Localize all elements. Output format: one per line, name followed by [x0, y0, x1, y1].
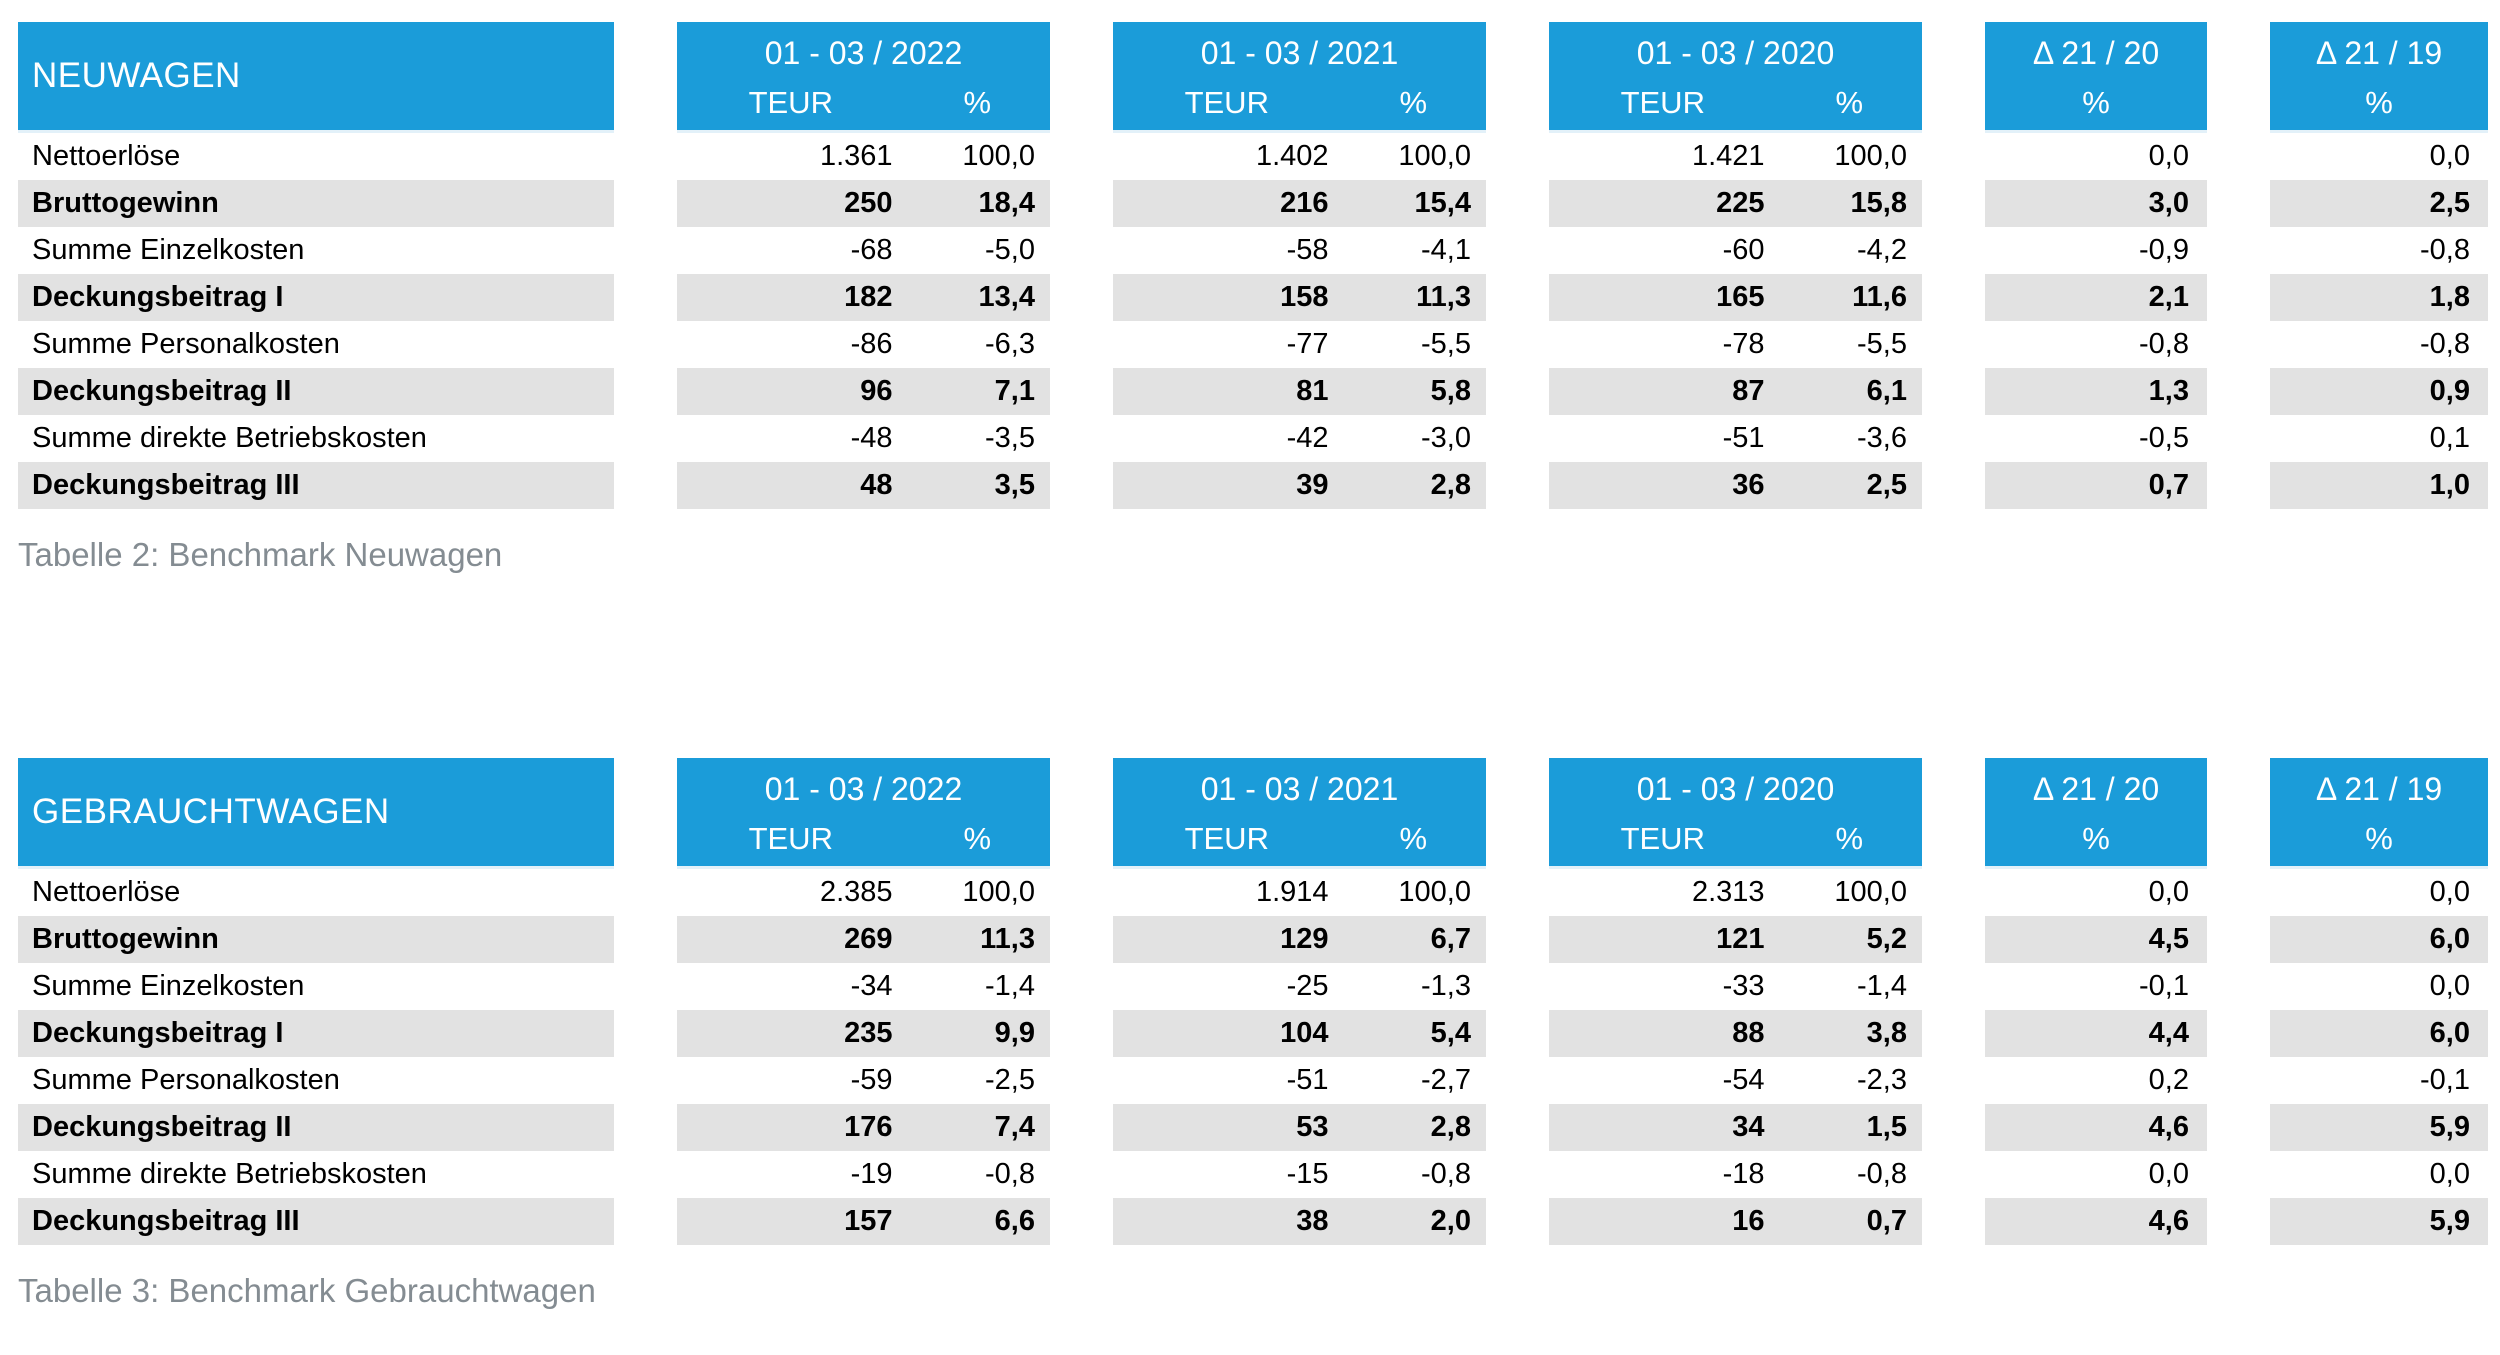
percent-value: 100,0	[962, 876, 1035, 908]
unit-row	[2270, 821, 2488, 857]
table-row	[18, 869, 2500, 916]
delta-value-21-20: -0,1	[2139, 970, 2189, 1002]
row-label: Deckungsbeitrag I	[18, 274, 614, 321]
period-header-2021	[1113, 758, 1486, 869]
value-cell-2022	[677, 274, 1050, 321]
percent-value: 2,5	[1866, 469, 1907, 501]
value-cell-2022	[677, 227, 1050, 274]
value-cell-2020	[1549, 1010, 1922, 1057]
delta-value-21-20: 4,4	[1985, 1010, 2207, 1057]
value-cell-2020	[1549, 1104, 1922, 1151]
period-label: 01 - 03 / 2021	[1200, 35, 1399, 71]
teur-value: -86	[850, 328, 893, 360]
unit-percent-label: %	[2365, 85, 2393, 120]
row-label: Deckungsbeitrag II	[18, 1104, 614, 1151]
period-label: 01 - 03 / 2021	[1200, 771, 1399, 807]
value-cell-2020	[1549, 963, 1922, 1010]
delta-value-21-19: -0,8	[2420, 328, 2470, 360]
delta-value-21-19: 6,0	[2270, 916, 2488, 963]
value-cell-2021	[1113, 916, 1486, 963]
percent-value: 13,4	[978, 281, 1035, 313]
percent-value: -4,1	[1421, 234, 1471, 266]
delta-label: Δ 21 / 19	[2315, 771, 2443, 807]
delta-header-21-19	[2270, 758, 2488, 869]
delta-value-21-19: 0,0	[2429, 140, 2470, 172]
percent-value: 2,8	[1430, 1111, 1471, 1143]
delta-value-21-20: -0,5	[2139, 422, 2189, 454]
percent-value: -2,7	[1421, 1064, 1471, 1096]
table-row	[18, 963, 2500, 1010]
value-cell-2021	[1113, 1198, 1486, 1245]
period-header-2020	[1549, 758, 1922, 869]
value-cell-2022	[677, 963, 1050, 1010]
value-cell-2021	[1113, 963, 1486, 1010]
percent-value: -3,6	[1857, 422, 1907, 454]
row-label: Deckungsbeitrag I	[18, 1010, 614, 1057]
teur-value: -58	[1286, 234, 1329, 266]
period-header-2022	[677, 758, 1050, 869]
delta-value-21-19: 5,9	[2270, 1198, 2488, 1245]
neuwagen-table	[18, 22, 2500, 580]
unit-row	[677, 85, 1050, 121]
value-cell-2022	[677, 133, 1050, 180]
percent-value: -4,2	[1857, 234, 1907, 266]
unit-percent-label: %	[2082, 85, 2110, 120]
value-cell-2020	[1549, 1151, 1922, 1198]
teur-value: 182	[844, 281, 893, 313]
period-label: 01 - 03 / 2022	[764, 35, 963, 71]
percent-value: -1,4	[985, 970, 1035, 1002]
value-cell-2020	[1549, 415, 1922, 462]
teur-value: 48	[860, 469, 893, 501]
period-header-2021	[1113, 22, 1486, 133]
delta-value-21-19: 0,0	[2429, 1158, 2470, 1190]
delta-value-21-19: 0,0	[2429, 876, 2470, 908]
unit-percent-label: %	[963, 85, 992, 120]
row-label: Summe direkte Betriebskosten	[32, 1158, 427, 1190]
value-cell-2021	[1113, 368, 1486, 415]
row-label: Summe Personalkosten	[32, 328, 340, 360]
teur-value: 157	[844, 1205, 893, 1237]
unit-teur-label: TEUR	[1184, 821, 1269, 856]
teur-value: 225	[1716, 187, 1765, 219]
teur-value: 38	[1296, 1205, 1329, 1237]
row-label: Nettoerlöse	[32, 876, 181, 908]
value-cell-2021	[1113, 1057, 1486, 1104]
value-cell-2022	[677, 321, 1050, 368]
delta-value-21-20: 0,0	[2148, 140, 2189, 172]
value-cell-2022	[677, 368, 1050, 415]
table-row	[18, 180, 2500, 227]
teur-value: 121	[1716, 923, 1765, 955]
percent-value: -3,5	[985, 422, 1035, 454]
value-cell-2021	[1113, 1010, 1486, 1057]
delta-value-21-19: 0,9	[2270, 368, 2488, 415]
percent-value: 5,4	[1430, 1017, 1471, 1049]
delta-value-21-19: 0,0	[2429, 970, 2470, 1002]
row-label: Summe Einzelkosten	[32, 970, 305, 1002]
percent-value: -5,0	[985, 234, 1035, 266]
table-row	[18, 1057, 2500, 1104]
value-cell-2022	[677, 462, 1050, 509]
percent-value: -5,5	[1421, 328, 1471, 360]
percent-value: 100,0	[1398, 876, 1471, 908]
value-cell-2022	[677, 916, 1050, 963]
teur-value: 16	[1732, 1205, 1765, 1237]
value-cell-2022	[677, 1010, 1050, 1057]
delta-header-21-20	[1985, 22, 2207, 133]
unit-percent-label: %	[2082, 821, 2110, 856]
teur-value: -19	[850, 1158, 893, 1190]
percent-value: -1,3	[1421, 970, 1471, 1002]
unit-teur-label: TEUR	[748, 821, 833, 856]
unit-row	[677, 821, 1050, 857]
teur-value: -59	[850, 1064, 893, 1096]
delta-value-21-20: 4,5	[1985, 916, 2207, 963]
teur-value: -33	[1722, 970, 1765, 1002]
unit-percent-label: %	[1835, 821, 1864, 856]
teur-value: 39	[1296, 469, 1329, 501]
value-cell-2022	[677, 869, 1050, 916]
teur-value: 1.421	[1691, 140, 1765, 172]
percent-value: 2,0	[1430, 1205, 1471, 1237]
value-cell-2021	[1113, 227, 1486, 274]
delta-value-21-20: 4,6	[1985, 1198, 2207, 1245]
teur-value: -68	[850, 234, 893, 266]
table-row	[18, 462, 2500, 509]
teur-value: 2.385	[819, 876, 893, 908]
value-cell-2020	[1549, 869, 1922, 916]
unit-row	[1113, 85, 1486, 121]
delta-value-21-20: 0,0	[2148, 1158, 2189, 1190]
table-title: GEBRAUCHTWAGEN	[32, 792, 390, 831]
percent-value: 18,4	[978, 187, 1035, 219]
teur-value: -34	[850, 970, 893, 1002]
delta-value-21-20: 1,3	[1985, 368, 2207, 415]
unit-row	[2270, 85, 2488, 121]
teur-value: 1.914	[1255, 876, 1329, 908]
percent-value: -1,4	[1857, 970, 1907, 1002]
value-cell-2020	[1549, 180, 1922, 227]
teur-value: 104	[1280, 1017, 1329, 1049]
teur-value: 216	[1280, 187, 1329, 219]
table-caption: Tabelle 2: Benchmark Neuwagen	[18, 536, 503, 573]
teur-value: 129	[1280, 923, 1329, 955]
table-title-cell	[18, 22, 614, 133]
teur-value: 235	[844, 1017, 893, 1049]
row-label: Nettoerlöse	[32, 140, 181, 172]
value-cell-2021	[1113, 869, 1486, 916]
percent-value: -3,0	[1421, 422, 1471, 454]
teur-value: 53	[1296, 1111, 1329, 1143]
value-cell-2020	[1549, 321, 1922, 368]
value-cell-2020	[1549, 274, 1922, 321]
percent-value: 100,0	[962, 140, 1035, 172]
delta-value-21-19: 5,9	[2270, 1104, 2488, 1151]
percent-value: -0,8	[1857, 1158, 1907, 1190]
teur-value: -18	[1722, 1158, 1765, 1190]
value-cell-2021	[1113, 133, 1486, 180]
table-title: NEUWAGEN	[32, 56, 241, 95]
table-row	[18, 274, 2500, 321]
delta-label: Δ 21 / 19	[2315, 35, 2443, 71]
table-row	[18, 227, 2500, 274]
row-label: Summe Einzelkosten	[32, 234, 305, 266]
unit-percent-label: %	[1399, 821, 1428, 856]
teur-value: 2.313	[1691, 876, 1765, 908]
delta-header-21-20	[1985, 758, 2207, 869]
value-cell-2021	[1113, 180, 1486, 227]
row-label: Summe Personalkosten	[32, 1064, 340, 1096]
table-row	[18, 1198, 2500, 1245]
gebrauchtwagen-table	[18, 758, 2500, 1316]
delta-value-21-20: -0,9	[2139, 234, 2189, 266]
teur-value: 87	[1732, 375, 1765, 407]
teur-value: 96	[860, 375, 893, 407]
unit-percent-label: %	[2365, 821, 2393, 856]
delta-header-21-19	[2270, 22, 2488, 133]
percent-value: -6,3	[985, 328, 1035, 360]
percent-value: 100,0	[1398, 140, 1471, 172]
percent-value: 2,8	[1430, 469, 1471, 501]
value-cell-2022	[677, 415, 1050, 462]
percent-value: 11,3	[980, 923, 1035, 955]
period-label: 01 - 03 / 2020	[1636, 771, 1835, 807]
unit-row	[1549, 821, 1922, 857]
delta-value-21-19: -0,8	[2420, 234, 2470, 266]
value-cell-2020	[1549, 133, 1922, 180]
value-cell-2021	[1113, 462, 1486, 509]
table-row	[18, 1104, 2500, 1151]
teur-value: 158	[1280, 281, 1329, 313]
percent-value: 11,3	[1416, 281, 1471, 313]
table-row	[18, 1151, 2500, 1198]
teur-value: 1.361	[819, 140, 893, 172]
teur-value: 165	[1716, 281, 1765, 313]
percent-value: 6,6	[994, 1205, 1035, 1237]
percent-value: 100,0	[1834, 876, 1907, 908]
percent-value: 7,4	[994, 1111, 1035, 1143]
value-cell-2020	[1549, 227, 1922, 274]
teur-value: -25	[1286, 970, 1329, 1002]
row-label: Deckungsbeitrag III	[18, 1198, 614, 1245]
period-header-2022	[677, 22, 1050, 133]
table-title-cell	[18, 758, 614, 869]
teur-value: -48	[850, 422, 893, 454]
teur-value: -42	[1286, 422, 1329, 454]
percent-value: 0,7	[1866, 1205, 1907, 1237]
teur-value: 1.402	[1255, 140, 1329, 172]
value-cell-2021	[1113, 415, 1486, 462]
value-cell-2021	[1113, 321, 1486, 368]
value-cell-2022	[677, 1104, 1050, 1151]
teur-value: -51	[1286, 1064, 1329, 1096]
delta-value-21-20: 2,1	[1985, 274, 2207, 321]
delta-value-21-19: 1,0	[2270, 462, 2488, 509]
teur-value: 36	[1732, 469, 1765, 501]
delta-value-21-19: -0,1	[2420, 1064, 2470, 1096]
value-cell-2021	[1113, 1151, 1486, 1198]
teur-value: -15	[1286, 1158, 1329, 1190]
value-cell-2020	[1549, 368, 1922, 415]
teur-value: -51	[1722, 422, 1765, 454]
percent-value: 11,6	[1852, 281, 1907, 313]
delta-value-21-19: 2,5	[2270, 180, 2488, 227]
teur-value: 88	[1732, 1017, 1765, 1049]
unit-teur-label: TEUR	[1184, 85, 1269, 120]
table-row	[18, 133, 2500, 180]
percent-value: 3,8	[1866, 1017, 1907, 1049]
teur-value: 250	[844, 187, 893, 219]
percent-value: 3,5	[994, 469, 1035, 501]
table-row	[18, 321, 2500, 368]
table-row	[18, 916, 2500, 963]
unit-row	[1113, 821, 1486, 857]
percent-value: 6,1	[1866, 375, 1907, 407]
table-caption: Tabelle 3: Benchmark Gebrauchtwagen	[18, 1272, 596, 1309]
value-cell-2022	[677, 1057, 1050, 1104]
percent-value: -2,3	[1857, 1064, 1907, 1096]
unit-row	[1549, 85, 1922, 121]
table-header-row	[18, 758, 2500, 869]
percent-value: 100,0	[1834, 140, 1907, 172]
delta-label: Δ 21 / 20	[2032, 771, 2160, 807]
value-cell-2020	[1549, 1198, 1922, 1245]
row-label: Deckungsbeitrag III	[18, 462, 614, 509]
value-cell-2022	[677, 1151, 1050, 1198]
value-cell-2022	[677, 180, 1050, 227]
delta-value-21-19: 0,1	[2429, 422, 2470, 454]
percent-value: 15,4	[1414, 187, 1471, 219]
value-cell-2021	[1113, 274, 1486, 321]
unit-row	[1985, 85, 2207, 121]
teur-value: 34	[1732, 1111, 1765, 1143]
unit-percent-label: %	[963, 821, 992, 856]
table-header-row	[18, 22, 2500, 133]
row-label: Summe direkte Betriebskosten	[32, 422, 427, 454]
delta-value-21-20: 0,0	[2148, 876, 2189, 908]
unit-row	[1985, 821, 2207, 857]
delta-value-21-20: -0,8	[2139, 328, 2189, 360]
teur-value: -60	[1722, 234, 1765, 266]
percent-value: -2,5	[985, 1064, 1035, 1096]
period-header-2020	[1549, 22, 1922, 133]
percent-value: -0,8	[985, 1158, 1035, 1190]
period-label: 01 - 03 / 2022	[764, 771, 963, 807]
row-label: Bruttogewinn	[18, 916, 614, 963]
percent-value: 5,2	[1866, 923, 1907, 955]
row-label: Bruttogewinn	[18, 180, 614, 227]
value-cell-2022	[677, 1198, 1050, 1245]
delta-value-21-20: 3,0	[1985, 180, 2207, 227]
table-row	[18, 1010, 2500, 1057]
table-body	[18, 133, 2500, 509]
percent-value: 5,8	[1430, 375, 1471, 407]
delta-value-21-19: 1,8	[2270, 274, 2488, 321]
delta-label: Δ 21 / 20	[2032, 35, 2160, 71]
teur-value: -78	[1722, 328, 1765, 360]
delta-value-21-20: 4,6	[1985, 1104, 2207, 1151]
value-cell-2020	[1549, 462, 1922, 509]
percent-value: -5,5	[1857, 328, 1907, 360]
delta-value-21-20: 0,2	[2148, 1064, 2189, 1096]
percent-value: -0,8	[1421, 1158, 1471, 1190]
unit-teur-label: TEUR	[1620, 85, 1705, 120]
value-cell-2021	[1113, 1104, 1486, 1151]
period-label: 01 - 03 / 2020	[1636, 35, 1835, 71]
row-label: Deckungsbeitrag II	[18, 368, 614, 415]
delta-value-21-20: 0,7	[1985, 462, 2207, 509]
table-body	[18, 869, 2500, 1245]
percent-value: 6,7	[1430, 923, 1471, 955]
teur-value: -54	[1722, 1064, 1765, 1096]
table-row	[18, 368, 2500, 415]
teur-value: 176	[844, 1111, 893, 1143]
value-cell-2020	[1549, 916, 1922, 963]
unit-percent-label: %	[1399, 85, 1428, 120]
teur-value: -77	[1286, 328, 1329, 360]
percent-value: 15,8	[1850, 187, 1907, 219]
value-cell-2020	[1549, 1057, 1922, 1104]
percent-value: 7,1	[994, 375, 1035, 407]
teur-value: 81	[1296, 375, 1329, 407]
delta-value-21-19: 6,0	[2270, 1010, 2488, 1057]
unit-teur-label: TEUR	[1620, 821, 1705, 856]
unit-percent-label: %	[1835, 85, 1864, 120]
percent-value: 9,9	[994, 1017, 1035, 1049]
percent-value: 1,5	[1866, 1111, 1907, 1143]
teur-value: 269	[844, 923, 893, 955]
unit-teur-label: TEUR	[748, 85, 833, 120]
table-row	[18, 415, 2500, 462]
